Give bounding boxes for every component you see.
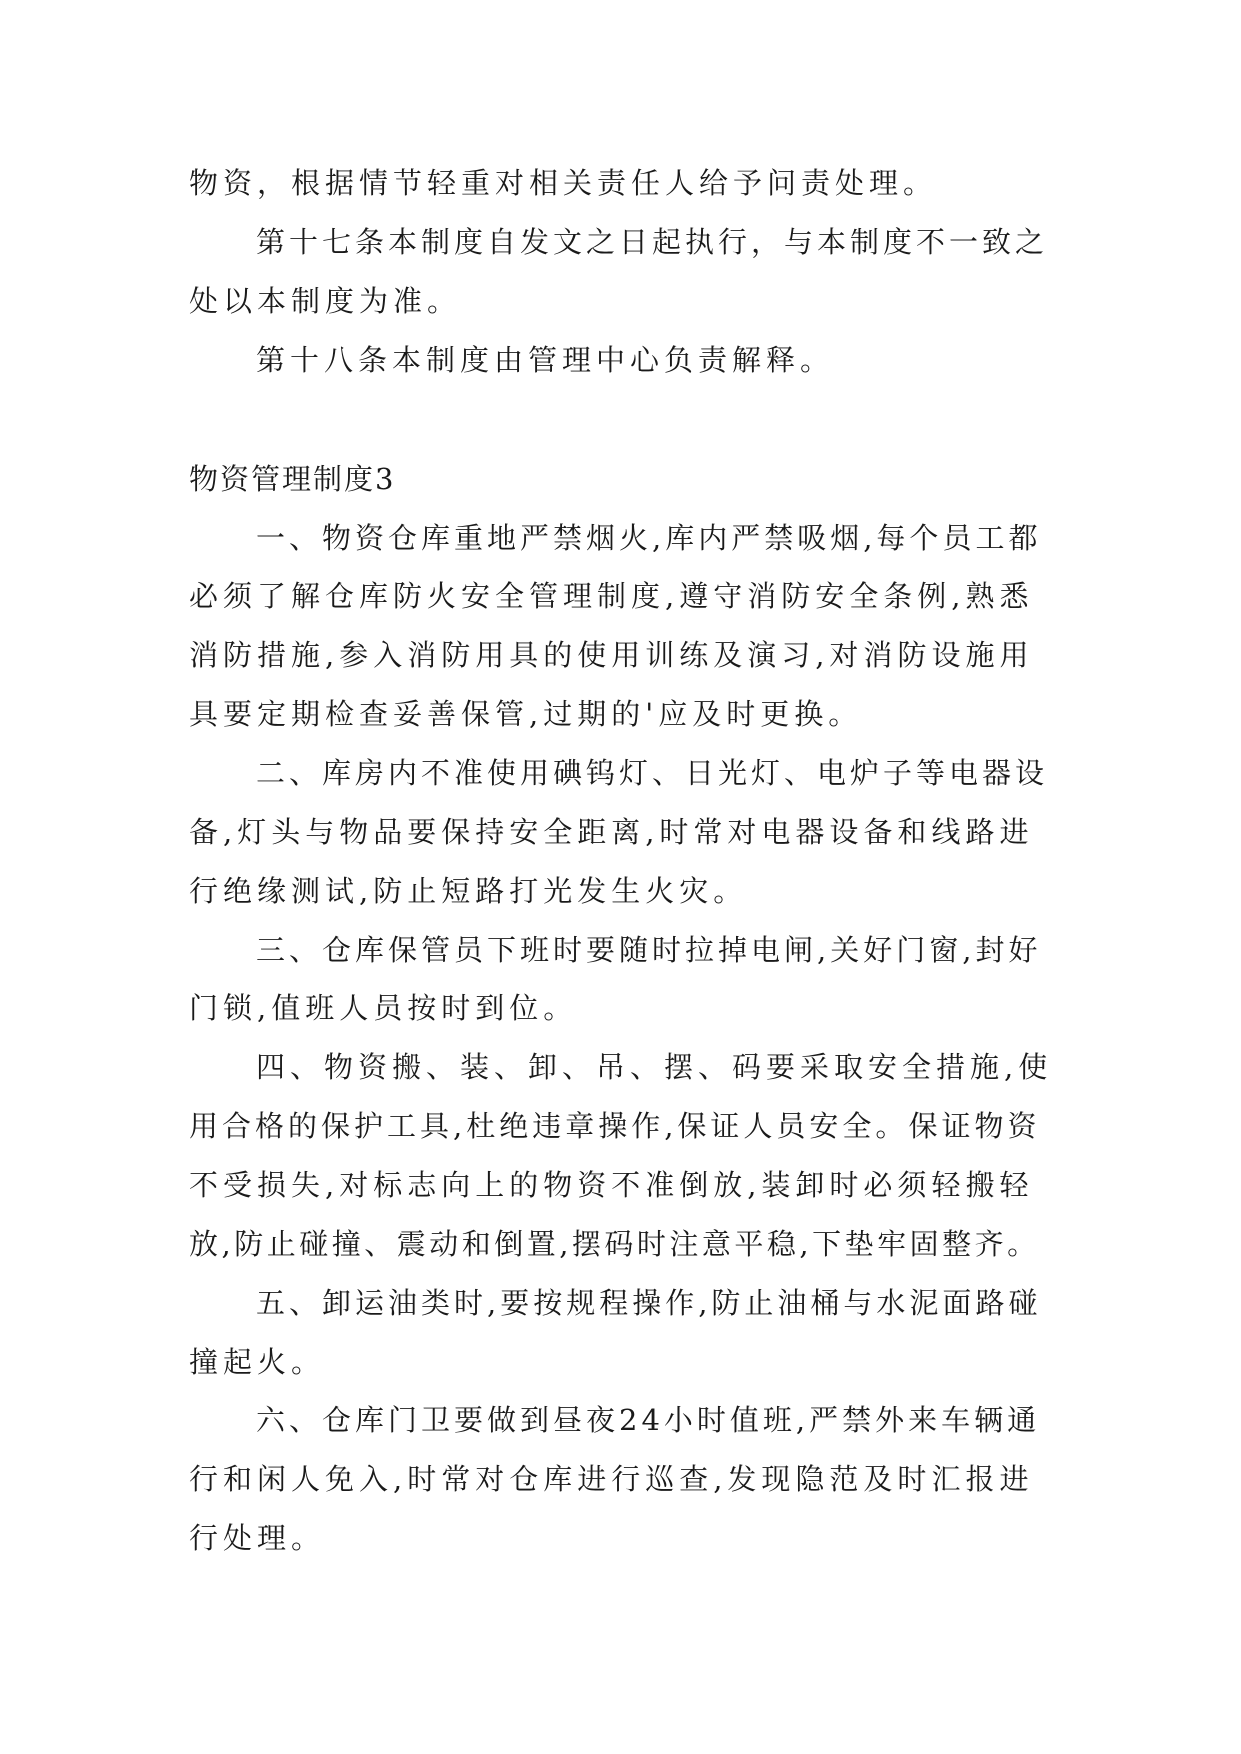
text-line: 具要定期检查妥善保管,过期的'应及时更换。	[189, 697, 863, 731]
text-line: 一、物资仓库重地严禁烟火,库内严禁吸烟,每个员工都	[256, 521, 1042, 555]
text-line: 放,防止碰撞、震动和倒置,摆码时注意平稳,下垫牢固整齐。	[189, 1227, 1040, 1261]
text-line: 二、库房内不准使用碘钨灯、日光灯、电炉子等电器设	[256, 756, 1049, 790]
text-line: 不受损失,对标志向上的物资不准倒放,装卸时必须轻搬轻	[189, 1168, 1034, 1202]
text-line: 第十八条本制度由管理中心负责解释。	[256, 343, 835, 377]
text-line: 四、物资搬、装、卸、吊、摆、码要采取安全措施,使	[256, 1050, 1053, 1084]
text-line: 行和闲人免入,时常对仓库进行巡查,发现隐范及时汇报进	[189, 1462, 1034, 1496]
text-line: 必须了解仓库防火安全管理制度,遵守消防安全条例,熟悉	[189, 579, 1034, 613]
text-line: 用合格的保护工具,杜绝违章操作,保证人员安全。保证物资	[189, 1109, 1041, 1143]
text-line: 撞起火。	[189, 1345, 326, 1379]
text-line: 六、仓库门卫要做到昼夜24小时值班,严禁外来车辆通	[256, 1403, 1041, 1437]
text-line: 物资，根据情节轻重对相关责任人给予问责处理。	[189, 166, 938, 200]
text-line: 处以本制度为准。	[189, 284, 462, 318]
text-line: 门锁,值班人员按时到位。	[189, 991, 578, 1025]
section-heading: 物资管理制度3	[189, 462, 396, 496]
text-line: 第十七条本制度自发文之日起执行，与本制度不一致之	[256, 225, 1049, 259]
text-line: 行绝缘测试,防止短路打光发生火灾。	[189, 874, 748, 908]
text-line: 五、卸运油类时,要按规程操作,防止油桶与水泥面路碰	[256, 1286, 1042, 1320]
text-line: 消防措施,参入消防用具的使用训练及演习,对消防设施用	[189, 638, 1034, 672]
text-line: 行处理。	[189, 1521, 326, 1555]
text-line: 备,灯头与物品要保持安全距离,时常对电器设备和线路进	[189, 815, 1034, 849]
text-line: 三、仓库保管员下班时要随时拉掉电闸,关好门窗,封好	[256, 933, 1042, 967]
